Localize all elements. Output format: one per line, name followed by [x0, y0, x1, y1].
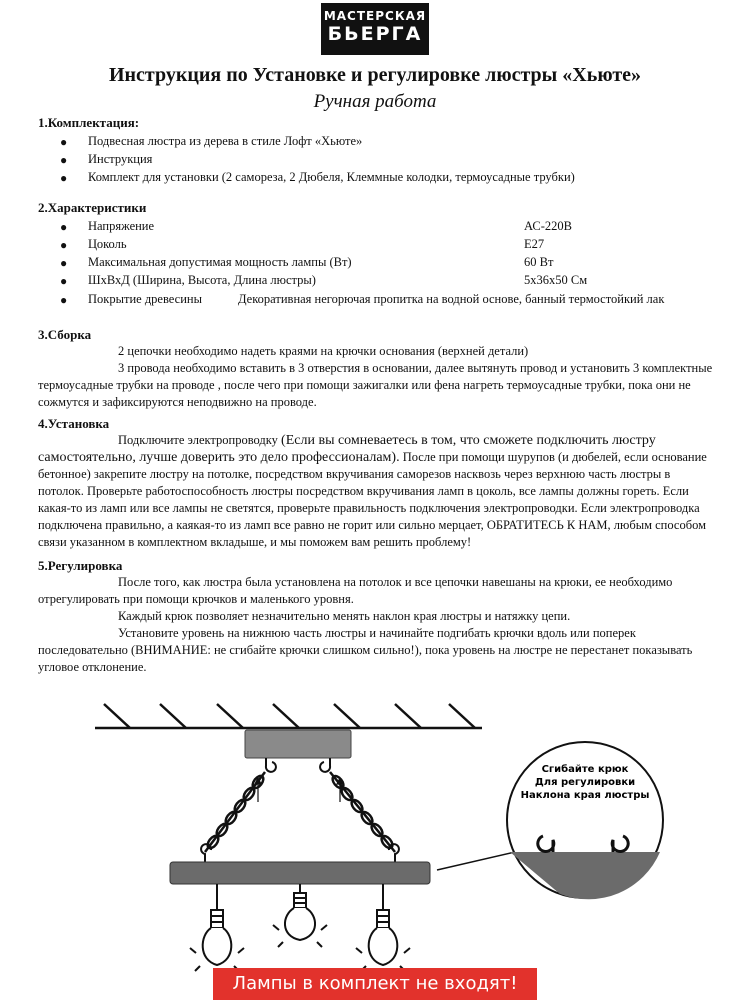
- callout-line-3: Наклона края люстры: [520, 790, 650, 801]
- spec-value: E27: [524, 237, 545, 251]
- right-chain: [330, 772, 395, 852]
- bullet-icon: ●: [60, 274, 68, 288]
- section-heading-adjustment: 5.Регулировка: [38, 558, 123, 573]
- hook-icon: [320, 758, 330, 772]
- bullet-icon: ●: [60, 256, 68, 270]
- paragraph: 3 провода необходимо вставить в 3 отверстия в основании, далее вытянуть провод и установить 3 комплектные термоусадные трубки на проводе , после чего при помощи зажигалки или фена нагреть термоусадные трубки, пока они не сожмутся и зафиксируются неподвижно на проводе.: [38, 361, 713, 409]
- bulb-icon: [190, 884, 244, 971]
- callout-line-1: Сгибайте крюк: [541, 764, 629, 775]
- paragraph: Установите уровень на нижнюю часть люстры и начинайте подгибать крючки вдоль или поперек последовательно (ВНИМАНИЕ: не сгибайте крючки слишком сильно!), пока уровень на люстре не перестанет показывать угловое отклонение.: [38, 626, 693, 674]
- bullet-icon: ●: [60, 153, 68, 167]
- logo-line-1: МАСТЕРСКАЯ: [323, 9, 427, 23]
- bullet-icon: ●: [60, 171, 68, 185]
- ceiling-base: [245, 730, 351, 758]
- paragraph: Каждый крюк позволяет незначительно менять наклон края люстры и натяжку цепи.: [118, 609, 571, 623]
- spec-value: АС-220В: [524, 219, 572, 233]
- list-item: Инструкция: [88, 152, 153, 166]
- adjustment-text: [38, 574, 718, 676]
- paragraph-body: После при помощи шурупов (и дюбелей, если основание бетонное) закрепите люстру на потолке, посредством вкручивания саморезов насквозь через верхнюю часть люстры в потолок. Проверьте работоспособность люстры посредством вкручивания ламп в цоколь, все лампы должны гореть. Если какая-то из ламп или все лампы не светятся, проверьте правильность подключения электропроводки. Если электропроводка подключена правильно, а каякая-то из ламп все равно не горит или сильно мерцает, ОБРАТИТЕСЬ К НАМ, любым способом связи указанном в комплектном вкладыше, и мы поможем вам решить проблему!: [38, 450, 707, 549]
- section-heading-specs: 2.Характеристики: [38, 200, 147, 215]
- paragraph: 2 цепочки необходимо надеть краями на крючки основания (верхней детали): [118, 344, 529, 358]
- ceiling: [95, 704, 482, 728]
- paragraph-note: (Если вы сомневаетесь в том, что сможете подключить люстру самостоятельно, лучше доверить это дело профессионалам).: [38, 433, 656, 465]
- paragraph: После того, как люстра была установлена на потолок и все цепочки навешаны на крюки, ее необходимо отрегулировать при помощи крючков и маленького уровня.: [38, 575, 673, 606]
- assembly-text: [38, 343, 718, 411]
- spec-label: Напряжение: [88, 219, 155, 233]
- bullet-icon: ●: [60, 293, 68, 307]
- chandelier-bar: [170, 862, 430, 884]
- page-subtitle: Ручная работа: [313, 91, 437, 112]
- section-heading-equipment: 1.Комплектация:: [38, 115, 140, 130]
- bullet-icon: ●: [60, 238, 68, 252]
- spec-label: Цоколь: [88, 237, 127, 251]
- section-heading-assembly: 3.Сборка: [38, 327, 92, 342]
- spec-value: 5х36х50 См: [524, 273, 588, 287]
- installation-text: [38, 432, 718, 551]
- hook-icon: [266, 758, 276, 772]
- spec-value: 60 Вт: [524, 255, 554, 269]
- callout-line-2: Для регулировки: [534, 777, 636, 788]
- spec-label: Покрытие древесины: [88, 292, 202, 306]
- spec-label: Максимальная допустимая мощность лампы (Вт): [88, 255, 352, 269]
- paragraph-lead: Подключите электропроводку: [118, 433, 282, 447]
- section-heading-installation: 4.Установка: [38, 416, 110, 431]
- bulb-icon: [356, 884, 410, 971]
- bullet-icon: ●: [60, 220, 68, 234]
- notice-banner: Лампы в комплект не входят!: [213, 968, 537, 1000]
- bullet-icon: ●: [60, 135, 68, 149]
- callout-pointer: [437, 852, 515, 870]
- list-item: Подвесная люстра из дерева в стиле Лофт «Хьюте»: [88, 134, 363, 148]
- logo-line-2: БЬЕРГА: [327, 23, 423, 45]
- list-item: Комплект для установки (2 самореза, 2 Дюбеля, Клеммные колодки, термоусадные трубки): [88, 170, 575, 184]
- brand-logo: [321, 3, 429, 55]
- left-chain: [205, 772, 265, 852]
- page-title: Инструкция по Установке и регулировке люстры «Хьюте»: [108, 64, 642, 86]
- spec-value: Декоративная негорючая пропитка на водной основе, банный термостойкий лак: [238, 292, 665, 306]
- spec-label: ШхВхД (Ширина, Высота, Длина люстры): [88, 273, 316, 287]
- bulb-icon: [273, 884, 327, 947]
- chandelier-diagram: [0, 690, 750, 990]
